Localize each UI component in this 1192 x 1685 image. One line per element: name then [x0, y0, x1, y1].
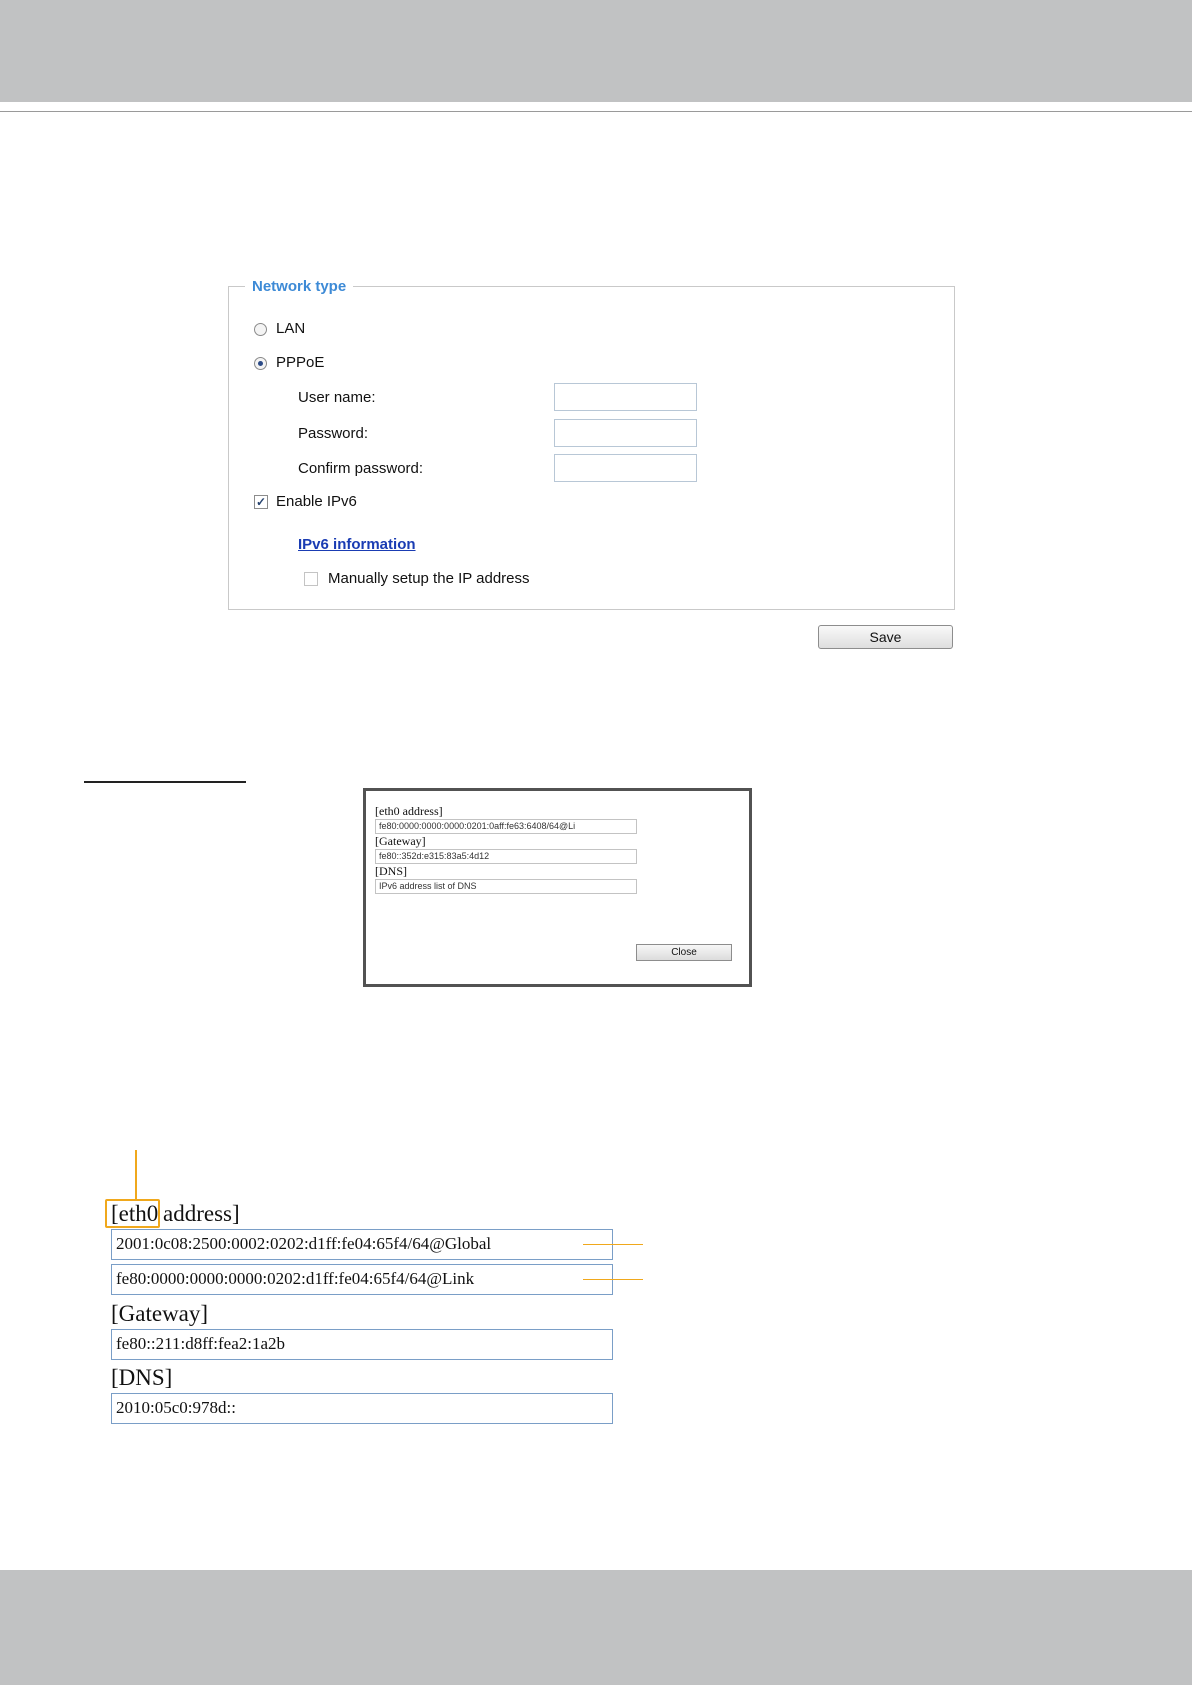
- password-label: Password:: [298, 425, 369, 442]
- confirm-password-label: Confirm password:: [298, 460, 424, 477]
- enlarged-gateway-field: fe80::211:d8ff:fea2:1a2b: [111, 1329, 613, 1360]
- password-input[interactable]: [554, 419, 697, 447]
- manual-ip-label-text: Manually setup the IP address: [328, 570, 530, 587]
- section-underline: [84, 781, 246, 783]
- confirm-password-input[interactable]: [554, 454, 697, 482]
- manual-ip-checkbox[interactable]: [304, 572, 318, 586]
- enable-ipv6-checkbox[interactable]: ✓: [255, 495, 267, 509]
- popup-dns-field: IPv6 address list of DNS: [375, 879, 637, 894]
- network-type-fieldset: [228, 286, 955, 610]
- popup-top-strip: [366, 791, 749, 797]
- lan-label: LAN: [276, 320, 306, 337]
- enable-ipv6-label: Enable IPv6: [276, 493, 357, 510]
- ipv6-information-link[interactable]: IPv6 information: [298, 536, 416, 553]
- eth0-callout-line: [135, 1150, 137, 1199]
- lan-radio[interactable]: [254, 323, 267, 336]
- user-name-label: User name:: [298, 389, 376, 406]
- enlarged-gateway-label: [Gateway]: [111, 1301, 209, 1326]
- popup-eth0-label: [eth0 address]: [375, 804, 443, 818]
- popup-eth0-field: fe80:0000:0000:0000:0201:0aff:fe63:6408/64@Li: [375, 819, 637, 834]
- popup-dns-label: [DNS]: [375, 864, 407, 878]
- enlarged-dns-label: [DNS]: [111, 1365, 173, 1390]
- header-divider: [0, 111, 1192, 112]
- global-callout-line: [583, 1244, 643, 1245]
- popup-gateway-label: [Gateway]: [375, 834, 426, 848]
- enlarged-global-address-field: 2001:0c08:2500:0002:0202:d1ff:fe04:65f4/64@Global: [111, 1229, 613, 1260]
- ipv6-info-popup: [363, 788, 752, 987]
- page-footer-band: [0, 1570, 1192, 1685]
- enlarged-dns-field: 2010:05c0:978d::: [111, 1393, 613, 1424]
- link-callout-line: [583, 1279, 643, 1280]
- network-type-legend: Network type: [245, 278, 353, 296]
- page-header-band: [0, 0, 1192, 102]
- user-name-input[interactable]: [554, 383, 697, 411]
- popup-close-button[interactable]: Close: [636, 944, 732, 961]
- enlarged-eth0-prefix: [eth0: [111, 1201, 159, 1226]
- popup-gateway-field: fe80::352d:e315:83a5:4d12: [375, 849, 637, 864]
- pppoe-label: PPPoE: [276, 354, 325, 371]
- enlarged-link-address-field: fe80:0000:0000:0000:0202:d1ff:fe04:65f4/64@Link: [111, 1264, 613, 1295]
- enlarged-eth0-suffix: address]: [163, 1201, 240, 1226]
- pppoe-radio[interactable]: [254, 357, 267, 370]
- save-button[interactable]: Save: [818, 625, 953, 649]
